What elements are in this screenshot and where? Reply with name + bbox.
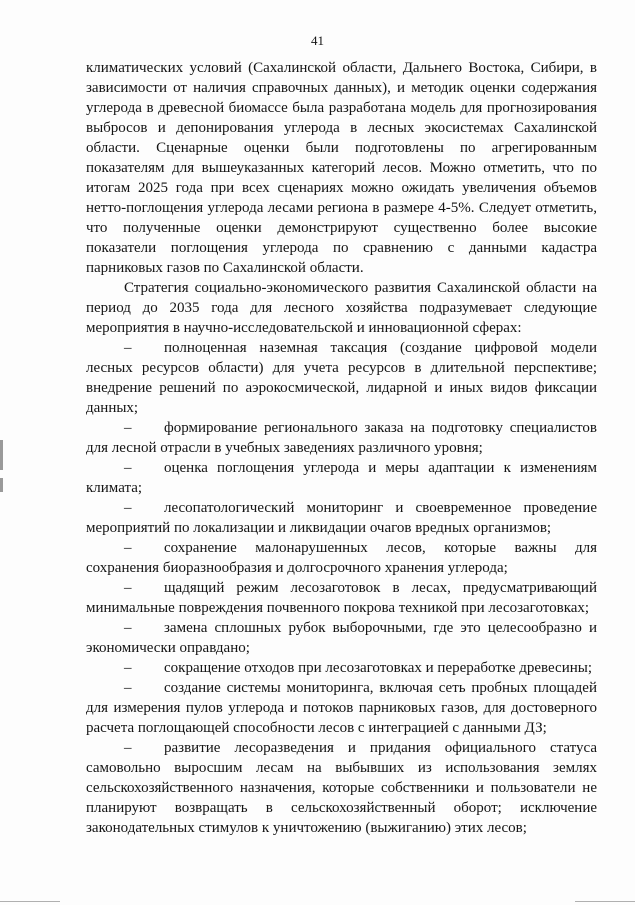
list-dash: – [124,340,132,356]
list-dash: – [124,460,132,476]
list-dash: – [124,580,132,596]
list-item [86,618,597,658]
list-dash: – [124,420,132,436]
list-dash: – [124,660,132,676]
list-item-text: создание системы мониторинга, включая сеть пробных площадей для измерения пулов углерода и потоков парниковых газов, для достоверного расчета поглощающей способности лесов с интеграцией с данными ДЗ; [86,680,597,736]
list-item-text: лесопатологический мониторинг и своевременное проведение мероприятий по локализации и ликвидации очагов вредных организмов; [86,500,597,536]
scan-edge-mark [0,478,3,492]
opening-paragraph: климатических условий (Сахалинской области, Дальнего Востока, Сибири, в зависимости от наличия справочных данных), и методик оценки содержания углерода в древесной биомассе была разработана модель для прогнозирования выбросов и депонирования углерода в лесных экосистемах Сахалинской области. Сценарные оценки были подготовлены по агрегированным показателям для вышеуказанных категорий лесов. Можно отметить, что по итогам 2025 года при всех сценариях можно ожидать увеличения объемов нетто-поглощения углерода лесами региона в размере 4-5%. Следует отметить, что полученные оценки демонстрируют существенно более высокие показатели поглощения углерода по сравнению с данными кадастра парниковых газов по Сахалинской области. [86,60,597,276]
list-item [86,538,597,578]
list-item-text: полноценная наземная таксация (создание цифровой модели лесных ресурсов области) для учета ресурсов в длительной перспективе; внедрение решений по аэрокосмической, лидарной и иных видов фиксации данных; [86,340,597,416]
list-item [86,658,597,678]
list-item [86,338,597,418]
list-dash: – [124,740,132,756]
list-item [86,578,597,618]
list-dash: – [124,680,132,696]
scan-bottom-line [575,901,635,902]
list-dash: – [124,500,132,516]
list-item [86,738,597,838]
list-item-text: сохранение малонарушенных лесов, которые важны для сохранения биоразнообразия и долгосрочного хранения углерода; [86,540,597,576]
page-number: 41 [311,33,324,48]
list-item-text: замена сплошных рубок выборочными, где это целесообразно и экономически оправдано; [86,620,597,656]
measures-list [86,338,597,838]
list-dash: – [124,620,132,636]
list-item-text: щадящий режим лесозаготовок в лесах, предусматривающий минимальные повреждения почвенного покрова техникой при лесозаготовках; [86,580,597,616]
list-dash: – [124,540,132,556]
strategy-paragraph: Стратегия социально-экономического развития Сахалинской области на период до 2035 года для лесного хозяйства подразумевает следующие мероприятия в научно-исследовательской и инновационной сферах: [86,280,597,336]
list-item [86,418,597,458]
list-item [86,498,597,538]
list-item-text: формирование регионального заказа на подготовку специалистов для лесной отрасли в учебных заведениях различного уровня; [86,420,597,456]
list-item [86,458,597,498]
list-item [86,678,597,738]
scan-edge-mark [0,440,3,470]
scan-bottom-line [0,901,60,902]
list-item-text: оценка поглощения углерода и меры адаптации к изменениям климата; [86,460,597,496]
list-item-text: развитие лесоразведения и придания официального статуса самовольно выросшим лесам на выбывших из использования землях сельскохозяйственного назначения, которые собственники и пользователи не планируют возвращать в сельскохозяйственный оборот; исключение законодательных стимулов к уничтожению (выжиганию) этих лесов; [86,740,597,836]
document-body [86,58,597,838]
list-item-text: сокращение отходов при лесозаготовках и переработке древесины; [164,660,593,676]
